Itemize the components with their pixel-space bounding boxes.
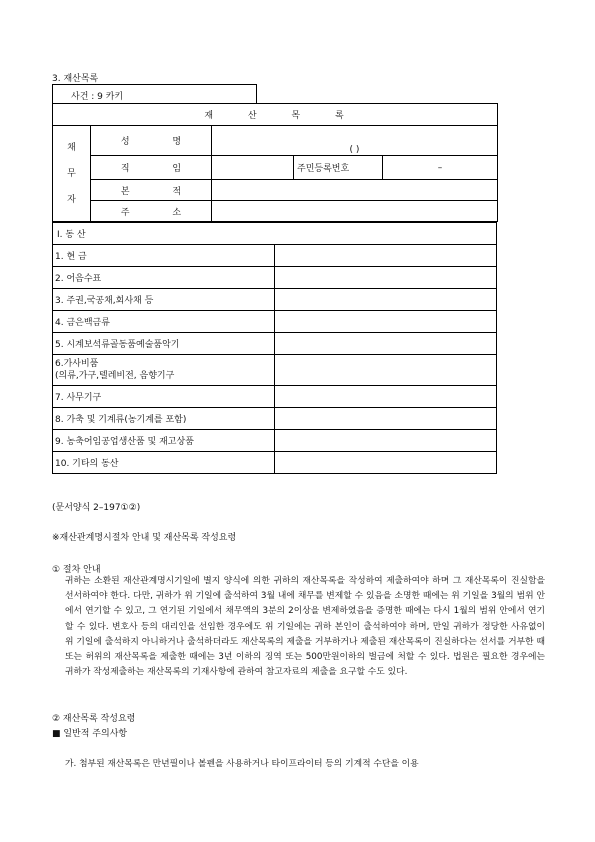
table-row — [53, 245, 497, 267]
asset-value-field[interactable] — [275, 452, 497, 474]
table-row — [53, 355, 497, 386]
domicile-label: 본 적 — [91, 180, 212, 201]
note-paragraph: 가. 첨부된 재산목록은 만년필이나 볼펜을 사용하거나 타이프라이터 등의 기계적 수단을 이용 — [65, 759, 419, 769]
asset-label: 1. 현 금 — [53, 245, 275, 267]
asset-value-field[interactable] — [275, 333, 497, 355]
name-label: 성 명 — [91, 126, 212, 156]
asset-value-field[interactable] — [275, 311, 497, 333]
guideline-heading: ② 재산목록 작성요령 — [52, 714, 136, 724]
form-number: (문서양식 2–197①②) — [52, 503, 141, 513]
table-row — [53, 408, 497, 430]
position-label: 직 임 — [91, 156, 212, 180]
address-field[interactable] — [212, 201, 498, 222]
movable-assets-table — [52, 222, 497, 474]
procedure-heading: ① 절차 안내 — [52, 565, 101, 575]
domicile-field[interactable] — [212, 180, 498, 201]
asset-value-field[interactable] — [275, 289, 497, 311]
table-row — [53, 452, 497, 474]
address-label: 주 소 — [91, 201, 212, 222]
asset-value-field[interactable] — [275, 267, 497, 289]
asset-label: 3. 주권,국공채,회사채 등 — [53, 289, 275, 311]
asset-value-field[interactable] — [275, 408, 497, 430]
asset-label: 7. 사무기구 — [53, 386, 275, 408]
general-notes-heading: ■ 일반적 주의사항 — [52, 729, 128, 739]
case-label: 사건 : 9 카키 — [71, 92, 124, 102]
table-row — [53, 311, 497, 333]
debtor-label: 채 무 자 — [53, 126, 91, 222]
table-row — [53, 430, 497, 452]
case-number-box — [52, 84, 257, 103]
resident-no-label: 주민등록번호 — [294, 156, 383, 180]
asset-label: 4. 금은백금류 — [53, 311, 275, 333]
asset-label: 6.가사비품 (의류,가구,텔레비전, 음향기구 — [53, 355, 275, 386]
section-title: 3. 재산목록 — [52, 74, 99, 84]
asset-value-field[interactable] — [275, 386, 497, 408]
asset-label: 8. 가축 및 기계류(농기계를 포함) — [53, 408, 275, 430]
table-row — [53, 333, 497, 355]
asset-value-field[interactable] — [275, 355, 497, 386]
table-title: 재 산 목 록 — [53, 104, 498, 126]
asset-label: 10. 기타의 동산 — [53, 452, 275, 474]
resident-no-field[interactable]: – — [383, 156, 498, 180]
asset-value-field[interactable] — [275, 245, 497, 267]
asset-label: 2. 어음수표 — [53, 267, 275, 289]
guide-title: ※재산관계명시절차 안내 및 재산목록 작성요령 — [52, 533, 237, 543]
property-list-table — [52, 103, 498, 222]
procedure-paragraph: 귀하는 소환된 재산관계명시기일에 별지 양식에 의한 귀하의 재산목록을 작성하여 제출하여야 하며 그 재산목록이 진실함을 선서하여야 한다. 다만, 귀하가 위 기일에 출석하여 3월 내에 채무를 변제할 수 있음을 소명한 때에는 위 기일을 3월의 범위 안에서 연기할 수 있고, 그 연기된 기일에서 채무액의 3분의 2이상을 변제하였음을 증명한 때에는 다시 1월의 범위 안에서 연기할 수 있다. 변호사 등의 대리인을 선임한 경우에도 위 기일에는 귀하 본인이 출석하여야 하며, 만일 귀하가 정당한 사유없이 위 기일에 출석하지 아니하거나 출석하더라도 재산목록의 제출을 거부하거나 제출된 재산목록이 진실하다는 선서를 거부한 때 또는 허위의 재산목록을 제출한 때에는 3년 이하의 징역 또는 500만원이하의 벌금에 처할 수 있다. 법원은 필요한 경우에는 귀하가 작성제출하는 재산목록의 기재사항에 관하여 참고자료의 제출을 요구할 수도 있다. — [65, 576, 545, 678]
position-field[interactable] — [212, 156, 294, 180]
asset-heading: Ⅰ. 동 산 — [53, 223, 497, 245]
asset-label: 5. 시계보석류골동품예술품악기 — [53, 333, 275, 355]
asset-value-field[interactable] — [275, 430, 497, 452]
asset-label: 9. 농축어임공업생산품 및 재고상품 — [53, 430, 275, 452]
table-row — [53, 386, 497, 408]
table-row — [53, 267, 497, 289]
name-field[interactable]: ( ) — [212, 126, 498, 156]
table-row — [53, 289, 497, 311]
